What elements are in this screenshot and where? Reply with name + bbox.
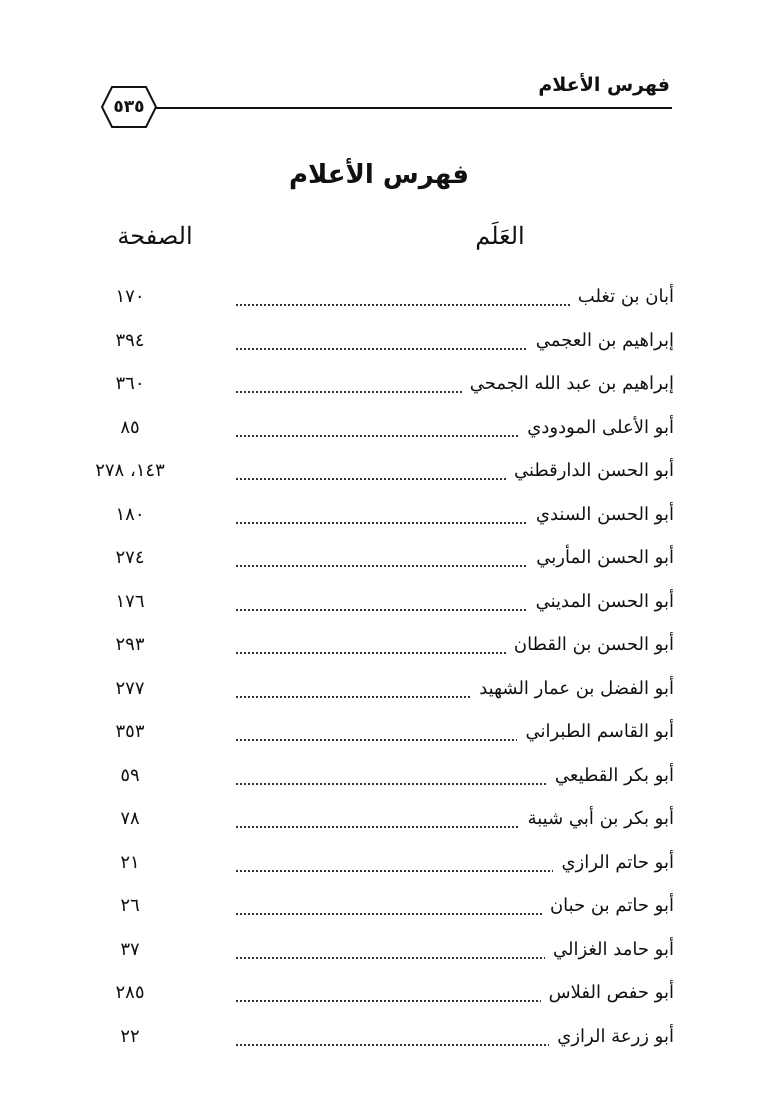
entry-page: ٥٩ <box>120 764 140 786</box>
index-entry <box>0 581 758 625</box>
index-title: فهرس الأعلام <box>288 160 470 190</box>
entry-page: ٢٧٧ <box>115 677 145 699</box>
entry-page: ٢٦ <box>120 895 140 916</box>
entry-name: أبو حاتم بن حبان <box>542 893 674 919</box>
index-entry <box>0 711 758 755</box>
entry-name: أبو الحسن بن القطان <box>506 632 674 658</box>
index-entry <box>0 494 758 538</box>
index-entry <box>0 972 758 1016</box>
entry-name: أبو حفص الفلاس <box>541 980 674 1006</box>
index-entries <box>0 276 758 1059</box>
entry-name: إبراهيم بن عبد الله الجمحي <box>462 371 674 397</box>
running-head: فهرس الأعلام <box>538 74 670 96</box>
index-entry <box>0 363 758 407</box>
index-entry <box>0 798 758 842</box>
entry-page: ٨٥ <box>120 416 140 438</box>
column-header-page: الصفحة <box>117 222 193 250</box>
header-rule <box>152 107 672 109</box>
entry-name: أبو زرعة الرازي <box>549 1024 674 1050</box>
index-entry <box>0 624 758 668</box>
column-header-name: العَلَم <box>475 222 525 250</box>
entry-page: ٢٩٣ <box>115 634 145 655</box>
entry-page: ٢٢ <box>120 1025 140 1047</box>
entry-name: أبو بكر القطيعي <box>547 763 674 789</box>
entry-name: أبان بن تغلب <box>570 284 674 310</box>
entry-name: أبو الفضل بن عمار الشهيد <box>471 676 674 702</box>
index-entry <box>0 842 758 886</box>
entry-name: أبو القاسم الطبراني <box>517 719 674 745</box>
index-entry <box>0 537 758 581</box>
entry-page: ٣٩٤ <box>115 329 145 351</box>
page-number-badge <box>100 85 158 129</box>
entry-page: ٣٦٠ <box>115 373 145 394</box>
index-entry <box>0 885 758 929</box>
entry-page: ١٧٠ <box>115 286 145 307</box>
index-entry <box>0 407 758 451</box>
index-entry <box>0 450 758 494</box>
index-entry <box>0 668 758 712</box>
entry-page: ٢٧٤ <box>115 547 145 568</box>
entry-page: ١٤٣، ٢٧٨ <box>95 460 165 481</box>
page-number: ٥٣٥ <box>113 97 145 117</box>
entry-name: أبو الحسن السندي <box>528 502 674 528</box>
entry-page: ٣٥٣ <box>115 721 145 742</box>
entry-name: أبو الحسن الدارقطني <box>506 458 674 484</box>
entry-page: ٢٨٥ <box>115 982 145 1003</box>
entry-page: ٧٨ <box>120 808 140 829</box>
entry-page: ١٨٠ <box>115 503 145 525</box>
index-entry <box>0 276 758 320</box>
entry-name: أبو الحسن المديني <box>528 589 674 615</box>
entry-name: أبو حامد الغزالي <box>545 937 674 963</box>
entry-page: ٣٧ <box>120 938 140 960</box>
entry-name: إبراهيم بن العجمي <box>528 328 674 354</box>
index-entry <box>0 320 758 364</box>
entry-page: ١٧٦ <box>115 590 145 612</box>
index-entry <box>0 929 758 973</box>
entry-page: ٢١ <box>120 851 140 873</box>
entry-name: أبو الحسن المأربي <box>528 545 674 571</box>
entry-name: أبو الأعلى المودودي <box>519 415 674 441</box>
entry-name: أبو بكر بن أبي شيبة <box>520 806 674 832</box>
index-entry <box>0 1016 758 1060</box>
index-entry <box>0 755 758 799</box>
entry-name: أبو حاتم الرازي <box>553 850 674 876</box>
